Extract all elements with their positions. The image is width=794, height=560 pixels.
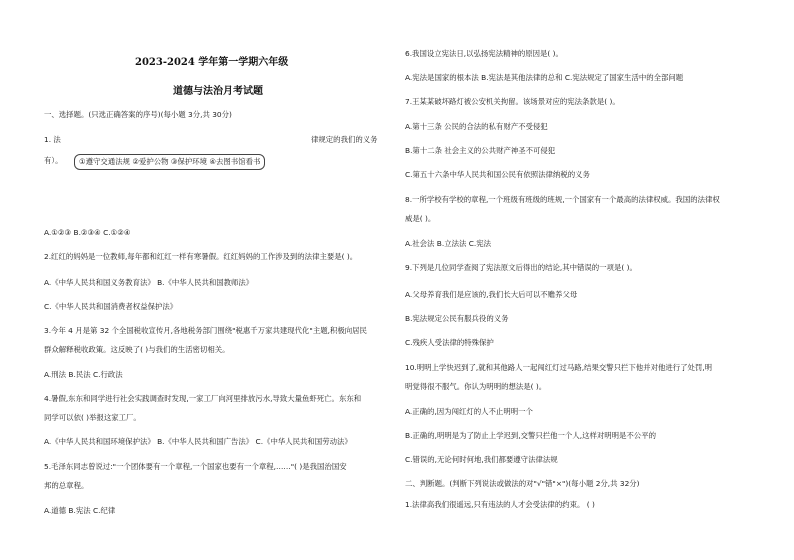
q10-line-2: 明觉得很不服气。你认为明明的想法是( )。 (405, 382, 547, 391)
q3-line-1: 3.今年 4 月是第 32 个全国税收宣传月,各地税务部门围绕"税惠千万家共建现代化"主题,积极向居民 (44, 326, 367, 335)
q3-options: A.刑法 B.民法 C.行政法 (44, 370, 123, 379)
q10-option-a: A.正确的,因为闯红灯的人不止明明一个 (405, 407, 533, 416)
q1-text-a: 1. 法 (44, 135, 61, 144)
q1-text-c: 有）。 (44, 156, 63, 165)
q5-options: A.道德 B.宪法 C.纪律 (44, 506, 116, 515)
section-2-heading: 二、判断题。(判断下列说法或做法的对"√"错"×")(每小题 2分,共 32分) (405, 479, 640, 488)
q2-line-1: 2.红红的妈妈是一位教师,每年都和红红一样有寒暑假。红红妈妈的工作涉及到的法律主要是( )。 (44, 252, 358, 261)
q8-options: A.社会法 B.立法法 C.宪法 (405, 239, 492, 248)
q5-line-2: 邦的总章程。 (44, 481, 89, 490)
judge-q1: 1.法律高我们很遥远,只有违法的人才会受法律的约束。 ( ) (405, 500, 595, 509)
q4-line-2: 同学可以依( )举报这家工厂。 (44, 413, 141, 422)
exam-title: 2023-2024 学年第一学期六年级 (135, 57, 289, 68)
q6-line-1: 6.我国设立宪法日,以弘扬宪法精神的原因是( )。 (405, 49, 563, 58)
q9-option-b: B.宪法规定公民有服兵役的义务 (405, 314, 509, 323)
exam-subtitle: 道德与法治月考试题 (173, 86, 263, 97)
q9-line-1: 9.下列是几位同学查阅了宪法原文后得出的结论,其中错误的一项是( )。 (405, 263, 637, 272)
section-1-heading: 一、选择题。(只选正确答案的序号)(每小题 3分,共 30分) (44, 110, 232, 119)
q9-option-c: C.残疾人受法律的特殊保护 (405, 338, 494, 347)
q10-option-b: B.正确的,明明是为了防止上学迟到,交警只拦他一个人,这样对明明是不公平的 (405, 431, 656, 440)
q1-options: A.①②③ B.②③④ C.①②④ (44, 228, 131, 237)
q6-options: A.宪法是国家的根本法 B.宪法是其他法律的总和 C.宪法规定了国家生活中的全部问题 (405, 73, 684, 82)
q7-option-c: C.第五十六条中华人民共和国公民有依照法律纳税的义务 (405, 170, 590, 179)
q2-line-3: C.《中华人民共和国消费者权益保护法》 (44, 302, 178, 311)
q4-line-1: 4.暑假,东东和同学进行社会实践调查时发现,一家工厂向河里排放污水,导致大量鱼虾死亡。东东和 (44, 394, 362, 403)
q8-line-2: 威是( )。 (405, 214, 436, 223)
q7-line-1: 7.王某某破坏路灯被公安机关拘留。该场景对应的宪法条款是( )。 (405, 97, 620, 106)
q5-line-1: 5.毛泽东同志曾说过:"一个团体要有一个章程,一个国家也要有一个章程,……"( )是我国治国安 (44, 462, 347, 471)
q4-options: A.《中华人民共和国环境保护法》 B.《中华人民共和国广告法》 C.《中华人民共和国劳动法》 (44, 437, 352, 446)
q9-option-a: A.父母养育我们是应该的,我们长大后可以不赡养父母 (405, 290, 578, 299)
q3-line-2: 群众解释税收政策。这反映了( )与我们的生活密切相关。 (44, 345, 230, 354)
q10-option-c: C.错误的,无论何时何地,我们都要遵守法律法规 (405, 455, 558, 464)
q10-line-1: 10.明明上学快迟到了,就和其他路人一起闯红灯过马路,结果交警只拦下他并对他进行了处罚,明 (405, 363, 713, 372)
q8-line-1: 8.一所学校有学校的章程,一个班级有班级的班规,一个国家有一个最高的法律权威。我国的法律权 (405, 195, 720, 204)
q7-option-a: A.第十三条 公民的合法的私有财产不受侵犯 (405, 122, 548, 131)
q7-option-b: B.第十二条 社会主义的公共财产神圣不可侵犯 (405, 146, 556, 155)
q2-line-2: A.《中华人民共和国义务教育法》 B.《中华人民共和国教师法》 (44, 278, 254, 287)
q1-text-b: 律规定的我们的义务 (311, 135, 378, 144)
q1-option-box: ①遵守交通法规 ②爱护公物 ③保护环境 ④去图书馆看书 (74, 154, 265, 170)
